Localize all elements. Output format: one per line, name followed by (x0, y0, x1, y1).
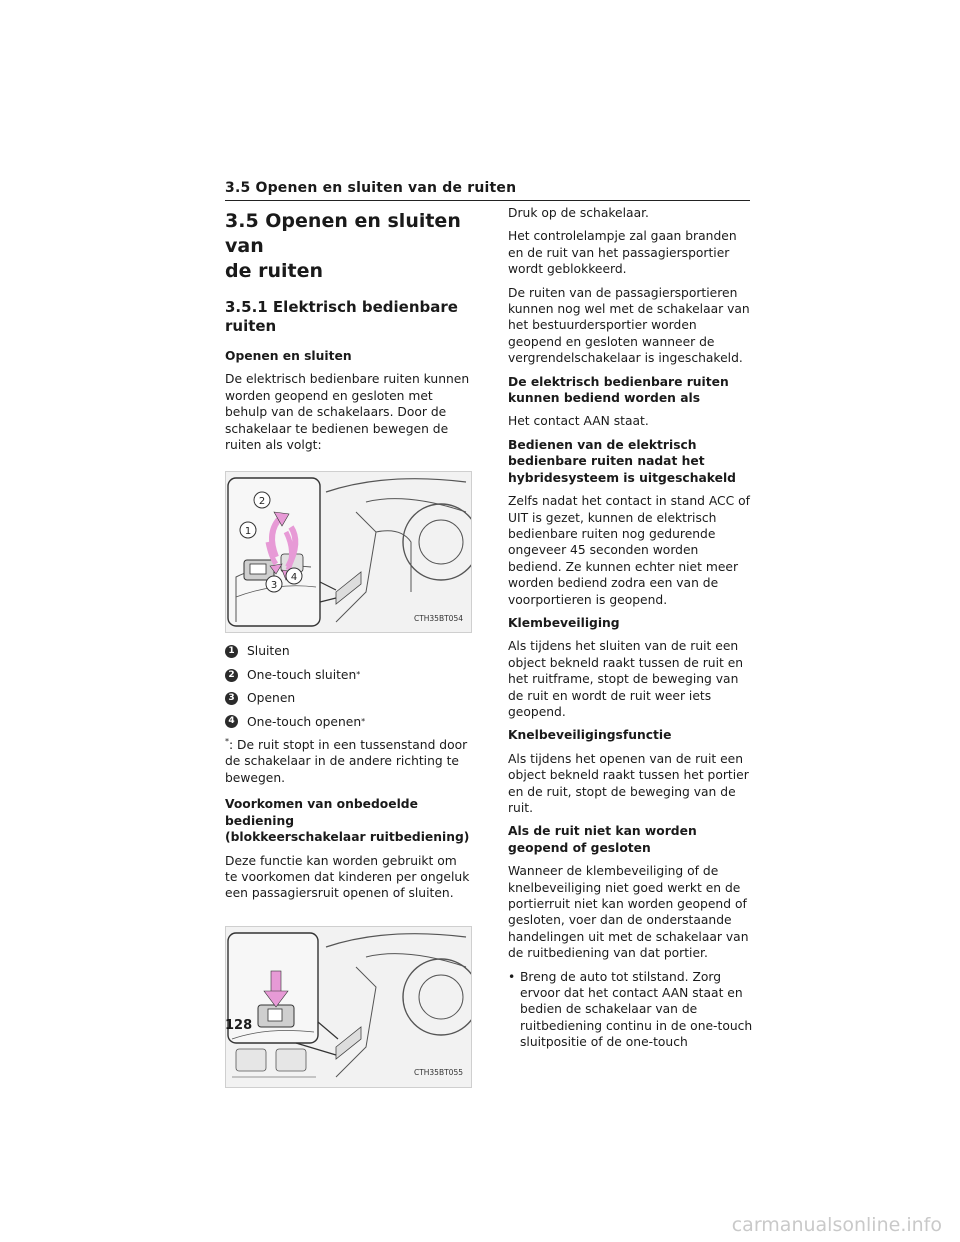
running-header-title: 3.5 Openen en sluiten van de ruiten (225, 180, 517, 196)
figure-lock-switch (225, 926, 472, 1088)
legend-item-1 (225, 643, 470, 659)
legend-number: 4 (225, 715, 238, 728)
paragraph-knelbeveiliging: Als tijdens het openen van de ruit een object bekneld raakt tussen het portier en de ruit, stopt de beweging van de ruit. (508, 751, 749, 815)
section-title (225, 209, 470, 284)
legend-text: One-touch openen (247, 714, 362, 729)
footnote-text: : De ruit stopt in een tussenstand door de schakelaar in de andere richting te bewegen. (225, 738, 468, 785)
legend-text: One-touch sluiten (247, 667, 357, 682)
paragraph-druk: Druk op de schakelaar. (508, 206, 649, 220)
figure-code-2: CTH35BT055 (413, 1068, 463, 1078)
legend-item-4: 4 One-touch openen * (225, 714, 470, 730)
paragraph-passagiersportieren: De ruiten van de passagiersportieren kunnen nog wel met de schakelaar van het bestuurdersportier worden geopend en gesloten wanneer de vergrendelschakelaar is ingeschakeld. (508, 285, 750, 366)
callout-4 (286, 568, 302, 584)
paragraph-controlelampje: Het controlelampje zal gaan branden en de ruit van het passagiersportier wordt geblokkeerd. (508, 229, 737, 277)
subheading-line-2: (blokkeerschakelaar ruitbediening) (225, 830, 470, 845)
subsection-title-line-2: ruiten (225, 317, 277, 335)
right-column (508, 205, 753, 1051)
callout-2 (254, 492, 270, 508)
footnote (225, 737, 470, 786)
running-header (225, 180, 750, 201)
svg-text:2: 2 (258, 496, 266, 508)
subheading-blokkeerschakelaar (225, 796, 470, 845)
section-title-line-2: de ruiten (225, 260, 324, 282)
legend-item-3 (225, 690, 470, 706)
svg-text:3: 3 (270, 580, 278, 592)
paragraph-contact-aan: Het contact AAN staat. (508, 414, 649, 429)
intro-paragraph: De elektrisch bedienbare ruiten kunnen worden geopend en gesloten met behulp van de schakelaars. Door de schakelaar te bedienen bewegen de ruiten als volgt: (225, 372, 470, 453)
legend-number: 1 (225, 645, 238, 658)
subheading-klembeveiliging: Klembeveiliging (508, 615, 620, 630)
lock-paragraph: Deze functie kan worden gebruikt om te voorkomen dat kinderen per ongeluk een passagiersruit openen of sluiten. (225, 853, 470, 901)
subheading-openen-sluiten: Openen en sluiten (225, 349, 352, 363)
figure-window-switch (225, 471, 472, 633)
subheading-line-1: Voorkomen van onbedoelde bediening (225, 797, 418, 828)
window-switch-illustration (226, 472, 471, 632)
legend-text: Sluiten (247, 644, 290, 659)
page-number: 128 (225, 1018, 253, 1033)
svg-text:1: 1 (244, 526, 252, 538)
header-divider (225, 200, 750, 201)
legend-number: 2 (225, 669, 238, 682)
legend-item-2: 2 One-touch sluiten * (225, 667, 470, 683)
subsection-title-line-1: 3.5.1 Elektrisch bedienbare (225, 298, 458, 316)
subheading-bediend-als: De elektrisch bedienbare ruiten kunnen bediend worden als (508, 374, 729, 406)
bullet-item (508, 969, 753, 1051)
svg-text:4: 4 (290, 572, 298, 584)
legend-text: Openen (247, 691, 296, 706)
bullet-text: Breng de auto tot stilstand. Zorg ervoor dat het contact AAN staat en bedien de schakelaar van de ruitbediening continu in de one-touch sluitpositie of de one-touch (520, 969, 753, 1050)
subsection-title (225, 298, 470, 336)
section-title-line-1: 3.5 Openen en sluiten van (225, 210, 461, 257)
left-column (225, 205, 470, 1098)
legend-list (225, 643, 470, 730)
subheading-knelbeveiliging: Knelbeveiligingsfunctie (508, 728, 672, 743)
paragraph-klembeveiliging: Als tijdens het sluiten van de ruit een object bekneld raakt tussen de ruit en het ruitframe, stopt de beweging van de ruit en wordt de ruit weer iets geopend. (508, 639, 744, 719)
subheading-niet-geopend: Als de ruit niet kan worden geopend of gesloten (508, 824, 697, 855)
callout-1 (240, 522, 256, 538)
subheading-na-uitschakelen: Bedienen van de elektrisch bedienbare ruiten nadat het hybridesysteem is uitgeschakeld (508, 437, 736, 485)
legend-number: 3 (225, 692, 238, 705)
watermark: carmanualsonline.info (731, 1214, 942, 1236)
callout-3 (266, 576, 282, 592)
paragraph-handelingen: Wanneer de klembeveiliging of de knelbeveiliging niet goed werkt en de portierruit niet kan worden geopend of gesloten, voer dan de onderstaande handelingen uit met de schakelaar van de ruitbediening van dat portier. (508, 864, 749, 961)
lock-switch-illustration (226, 927, 471, 1087)
bullet-dot-icon: • (508, 969, 516, 984)
figure-code-1: CTH35BT054 (413, 614, 463, 624)
paragraph-45-seconden: Zelfs nadat het contact in stand ACC of UIT is gezet, kunnen de elektrisch bedienbare ruiten nog gedurende ongeveer 45 seconden worden bediend. Ze kunnen echter niet meer worden bediend zodra een van de voorportieren is geopend. (508, 494, 750, 607)
footnote-star: * (225, 736, 229, 746)
